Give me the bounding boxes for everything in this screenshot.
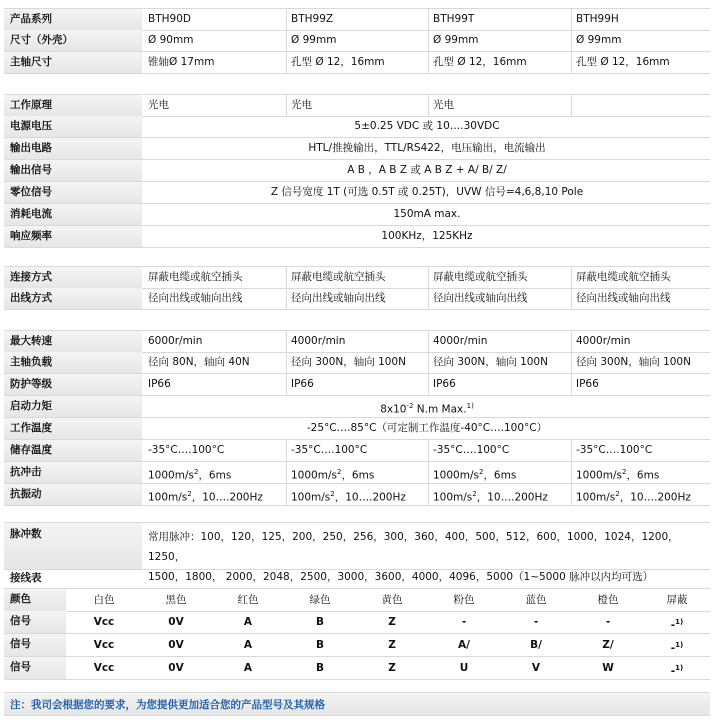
color-blue: 蓝色 [525, 594, 547, 606]
wiring-3-shield-value: - [670, 665, 676, 678]
protection-1: IP66 [148, 378, 171, 390]
label-working-principle: 工作原理 [4, 95, 142, 116]
wiring-header-row [4, 588, 710, 612]
wiring-1-yellow: Z [388, 616, 396, 628]
wiring-row-2 [4, 634, 710, 657]
protection-3: IP66 [433, 378, 456, 390]
shock-1 [144, 462, 286, 483]
row-working-principle [4, 94, 710, 117]
label-zero-signal: 零位信号 [4, 182, 142, 203]
wiring-3-blue: V [531, 662, 541, 674]
shock-4-exp: 2 [621, 468, 627, 476]
torque-footnote: 1) [466, 402, 474, 410]
series-1: BTH90D [148, 13, 191, 25]
wiring-row-3 [4, 657, 710, 680]
wiring-2-footnote: 1) [675, 641, 684, 649]
pulse-line-2: 1500，1800， 2000，2048，2500，3000，3600，4000，4096，5000（1~5000 脉冲以内均可选） [148, 571, 654, 583]
storage-4: -35°C….100°C [576, 444, 653, 456]
vibration-2-post: ，10….200Hz [334, 491, 406, 504]
row-zero-signal [4, 182, 710, 204]
storage-1: -35°C….100°C [148, 444, 225, 456]
wiring-1-white: Vcc [93, 616, 115, 628]
storage-3: -35°C….100°C [433, 444, 510, 456]
label-current: 消耗电流 [4, 204, 142, 225]
size-2: Ø 99mm [291, 34, 337, 46]
wiring-3-white: Vcc [93, 662, 115, 674]
shaft-2: 孔型 Ø 12，16mm [291, 56, 385, 68]
principle-2: 光电 [291, 99, 312, 111]
wiring-2-pink: A/ [458, 639, 470, 651]
wiring-3-black: 0V [168, 662, 184, 674]
row-output-signal [4, 160, 710, 182]
wiring-2-white: Vcc [93, 639, 115, 651]
wiring-row-3-label: 信号 [4, 657, 66, 679]
wiring-2-blue: B/ [530, 639, 542, 651]
vibration-3-base: 100m/s [433, 491, 473, 504]
torque-value [144, 396, 710, 417]
vibration-4-base: 100m/s [576, 491, 616, 504]
load-4: 径向 300N，轴向 100N [576, 356, 691, 368]
principle-1: 光电 [148, 99, 169, 111]
label-cable-exit: 出线方式 [4, 288, 142, 309]
row-connection [4, 266, 710, 289]
shock-3-exp: 2 [478, 468, 484, 476]
cable-exit-4: 径向出线或轴向出线 [576, 292, 671, 304]
load-3: 径向 300N，轴向 100N [433, 356, 548, 368]
series-2: BTH99Z [291, 13, 334, 25]
cable-exit-3: 径向出线或轴向出线 [433, 292, 528, 304]
shock-4-base: 1000m/s [576, 469, 622, 482]
series-3: BTH99T [433, 13, 475, 25]
wiring-1-pink: - [461, 616, 467, 628]
row-current [4, 204, 710, 226]
color-shield: 屏蔽 [666, 594, 688, 606]
row-housing-size [4, 30, 710, 52]
shaft-3: 孔型 Ø 12，16mm [433, 56, 527, 68]
vibration-3-exp: 2 [472, 490, 477, 498]
shock-2-post: ，6ms [341, 469, 375, 482]
vibration-2-base: 100m/s [291, 491, 331, 504]
wiring-3-yellow: Z [388, 662, 396, 674]
load-2: 径向 300N，轴向 100N [291, 356, 406, 368]
zero-signal-value: Z 信号宽度 1T (可选 0.5T 或 0.25T)，UVW 信号=4,6,8,10 Pole [270, 186, 584, 198]
wiring-2-orange: Z/ [602, 639, 614, 651]
label-shaft-load: 主轴负载 [4, 352, 142, 373]
label-output-circuit: 输出电路 [4, 138, 142, 159]
pulse-line-1: 常用脉冲：100，120，125，200，250，256，300，360，400，500，512，600，1000，1024，1200，1250， [148, 531, 679, 563]
label-connection: 连接方式 [4, 267, 142, 288]
row-supply-voltage [4, 116, 710, 138]
output-signal-value: A B ，A B Z 或 A B Z + A/ B/ Z/ [347, 164, 507, 176]
size-4: Ø 99mm [576, 34, 622, 46]
pulse-values [148, 527, 708, 587]
label-working-temp: 工作温度 [4, 418, 142, 439]
label-protection: 防护等级 [4, 374, 142, 395]
working-temp-value: -25°C….85°C（可定制工作温度-40°C….100°C） [306, 422, 548, 434]
vibration-1-base: 100m/s [148, 491, 188, 504]
wiring-1-orange: - [605, 616, 611, 628]
color-orange: 橙色 [597, 594, 619, 606]
wiring-row-1 [4, 611, 710, 634]
torque-base: 8x10 [380, 403, 407, 416]
shock-2 [287, 462, 428, 483]
label-storage-temp: 储存温度 [4, 440, 142, 461]
wiring-2-shield-value: - [670, 642, 676, 655]
wiring-3-green: B [315, 662, 324, 674]
shock-1-base: 1000m/s [148, 469, 194, 482]
frequency-value: 100KHz，125KHz [381, 230, 473, 242]
supply-voltage-value: 5±0.25 VDC 或 10….30VDC [354, 120, 500, 132]
size-1: Ø 90mm [148, 34, 194, 46]
protection-4: IP66 [576, 378, 599, 390]
current-value: 150mA max. [393, 208, 461, 220]
label-housing-size: 尺寸（外壳） [4, 30, 142, 51]
connection-1: 屏蔽电缆或航空插头 [148, 271, 243, 283]
label-max-speed: 最大转速 [4, 331, 142, 352]
row-vibration [4, 484, 710, 506]
load-1: 径向 80N，轴向 40N [148, 356, 250, 368]
row-output-circuit [4, 138, 710, 160]
color-pink: 粉色 [453, 594, 475, 606]
row-starting-torque [4, 396, 710, 418]
color-white: 白色 [93, 594, 115, 606]
wiring-1-black: 0V [168, 616, 184, 628]
cable-exit-1: 径向出线或轴向出线 [148, 292, 243, 304]
wiring-3-orange: W [602, 662, 614, 674]
principle-4 [572, 95, 710, 116]
label-starting-torque: 启动力矩 [4, 396, 142, 417]
row-protection [4, 374, 710, 396]
vibration-2-exp: 2 [330, 490, 335, 498]
wiring-label-color: 颜色 [4, 589, 66, 611]
series-4: BTH99H [576, 13, 619, 25]
color-yellow: 黄色 [381, 594, 403, 606]
connection-4: 屏蔽电缆或航空插头 [576, 271, 671, 283]
protection-2: IP66 [291, 378, 314, 390]
row-shaft-size [4, 52, 710, 74]
row-max-speed [4, 330, 710, 353]
principle-3: 光电 [433, 99, 454, 111]
vibration-2 [287, 484, 428, 505]
speed-1: 6000r/min [148, 335, 203, 347]
wiring-3-red: A [243, 662, 253, 674]
shock-2-exp: 2 [336, 468, 342, 476]
size-3: Ø 99mm [433, 34, 479, 46]
wiring-row-1-label: 信号 [4, 611, 66, 633]
vibration-4-post: ，10….200Hz [619, 491, 691, 504]
row-shaft-load [4, 352, 710, 374]
wiring-1-shield-value: - [670, 619, 676, 632]
vibration-4-exp: 2 [615, 490, 620, 498]
torque-unit: N.m Max. [413, 403, 467, 416]
label-pulse: 脉冲数 [4, 523, 142, 569]
connection-3: 屏蔽电缆或航空插头 [433, 271, 528, 283]
wiring-1-shield [644, 611, 710, 633]
cable-exit-2: 径向出线或轴向出线 [291, 292, 386, 304]
wiring-row-2-label: 信号 [4, 634, 66, 656]
vibration-3 [429, 484, 571, 505]
wiring-2-yellow: Z [388, 639, 396, 651]
label-shaft-size: 主轴尺寸 [4, 52, 142, 73]
shock-2-base: 1000m/s [291, 469, 337, 482]
color-black: 黑色 [165, 594, 187, 606]
label-output-signal: 输出信号 [4, 160, 142, 181]
wiring-1-footnote: 1) [675, 618, 684, 626]
wiring-1-red: A [243, 616, 253, 628]
shock-1-exp: 2 [193, 468, 199, 476]
color-green: 绿色 [309, 594, 331, 606]
row-product-series [4, 8, 710, 31]
label-frequency: 响应频率 [4, 226, 142, 247]
storage-2: -35°C….100°C [291, 444, 368, 456]
row-frequency [4, 226, 710, 248]
shock-1-post: ，6ms [198, 469, 232, 482]
vibration-1-exp: 2 [187, 490, 192, 498]
label-shock: 抗冲击 [4, 462, 142, 483]
wiring-2-green: B [315, 639, 324, 651]
output-circuit-value: HTL/推挽输出，TTL/RS422，电压输出，电流输出 [308, 142, 546, 154]
row-cable-exit [4, 288, 710, 310]
wiring-1-blue: - [533, 616, 539, 628]
footer-note: 注：我司会根据您的要求，为您提供更加适合您的产品型号及其规格 [10, 699, 325, 711]
row-storage-temp [4, 440, 710, 462]
torque-exponent: -2 [406, 402, 414, 410]
wiring-3-shield [644, 657, 710, 679]
label-vibration: 抗振动 [4, 484, 142, 505]
speed-2: 4000r/min [291, 335, 346, 347]
wiring-3-pink: U [459, 662, 469, 674]
row-working-temp [4, 418, 710, 440]
label-supply-voltage: 电源电压 [4, 116, 142, 137]
vibration-1-post: ，10….200Hz [191, 491, 263, 504]
wiring-1-green: B [315, 616, 324, 628]
color-red: 红色 [237, 594, 259, 606]
wiring-2-red: A [243, 639, 253, 651]
shock-3 [429, 462, 571, 483]
wiring-2-shield [644, 634, 710, 656]
shock-4-post: ，6ms [626, 469, 660, 482]
speed-4: 4000r/min [576, 335, 631, 347]
connection-2: 屏蔽电缆或航空插头 [291, 271, 386, 283]
label-product-series: 产品系列 [4, 9, 142, 30]
shaft-4: 孔型 Ø 12，16mm [576, 56, 670, 68]
shock-3-post: ，6ms [483, 469, 517, 482]
shock-3-base: 1000m/s [433, 469, 479, 482]
shock-4 [572, 462, 710, 483]
row-shock [4, 462, 710, 484]
vibration-4 [572, 484, 710, 505]
vibration-3-post: ，10….200Hz [476, 491, 548, 504]
wiring-2-black: 0V [168, 639, 184, 651]
vibration-1 [144, 484, 286, 505]
shaft-1: 锥轴Ø 17mm [148, 56, 215, 68]
wiring-title: 接线表 [10, 572, 42, 584]
speed-3: 4000r/min [433, 335, 488, 347]
wiring-3-footnote: 1) [675, 664, 684, 672]
